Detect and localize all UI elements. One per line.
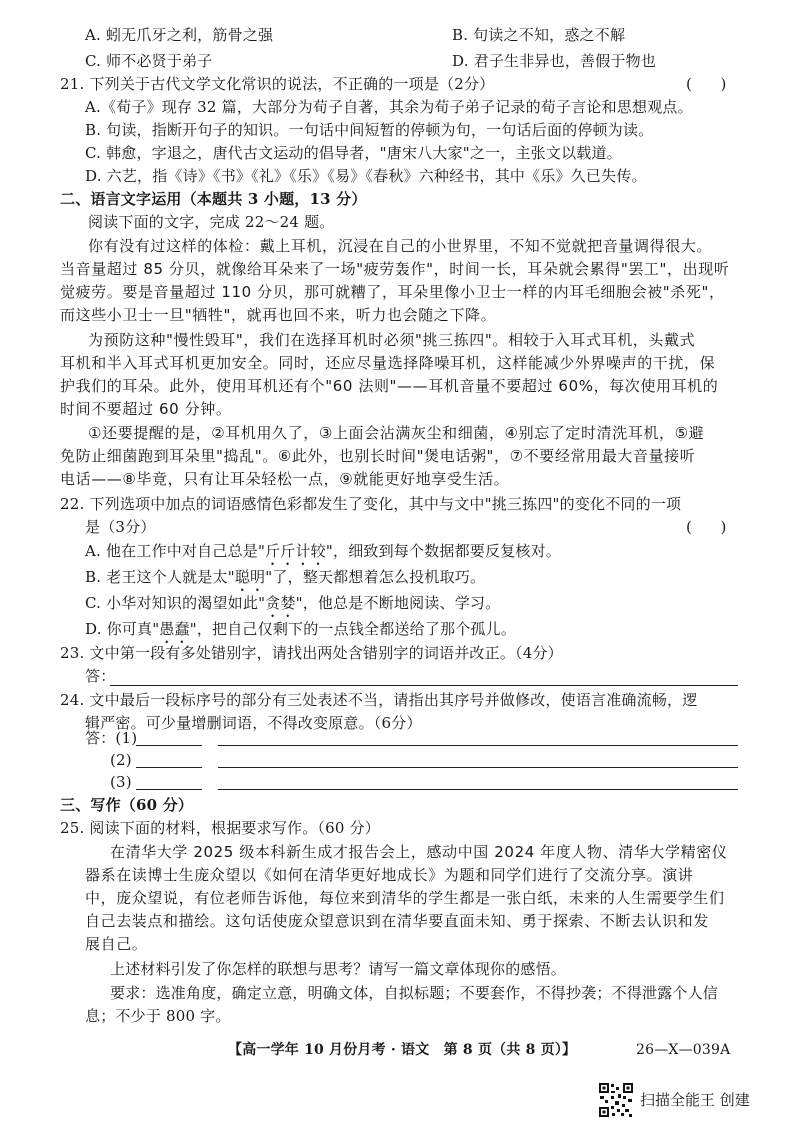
- passage-p2-text: 为预防这种"慢性毁耳"，我们在选择耳机时必须"挑三拣四"。相较于入耳式耳机，头戴式: [88, 331, 696, 349]
- passage-p3-line2: 免防止细菌跑到耳朵里"捣乱"。⑥此外，也别长时间"煲电话粥"，⑦不要经常用最大音量接听: [60, 447, 696, 465]
- section2-heading: 二、语言文字运用（本题共 3 小题，13 分）: [60, 190, 367, 208]
- q22-option-a: [85, 541, 561, 569]
- passage-p3-line1: ①还要提醒的是，②耳机用久了，③上面会沾满灰尘和细菌，④别忘了定时清洗耳机，⑤避: [88, 424, 705, 442]
- q22-a-pre: A. 他在工作中对自己总是": [85, 542, 266, 560]
- q24-ans3-number-line[interactable]: [136, 789, 202, 790]
- passage-p1-line4: 而这些小卫士一旦"牺牲"，就再也回不来，听力也会随之下降。: [60, 306, 497, 324]
- passage-p1-line3: 觉疲劳。要是音量超过 110 分贝，那可就糟了，耳朵里像小卫士一样的内耳毛细胞会被"杀死"，: [60, 283, 725, 301]
- q24-ans1-revision-line[interactable]: [218, 745, 738, 746]
- q24-answer-label-1: 答：(1): [85, 729, 138, 747]
- q24-stem-line1: 24. 文中最后一段标序号的部分有三处表述不当，请指出其序号并做修改，使语言准确流畅，逻: [60, 691, 698, 709]
- q21-answer-paren: ( ): [686, 75, 727, 93]
- q25-requirements-line2: 息；不少于 800 字。: [85, 1007, 231, 1025]
- passage-p2-line2: 耳机和半入耳式耳机更加安全。同时，还应尽量选择降噪耳机，这样能减少外界噪声的干扰，保: [60, 354, 716, 372]
- q22-a-post: "，细致到每个数据都要反复核对。: [325, 542, 561, 560]
- qr-code-icon: [598, 1082, 634, 1118]
- footer-code: 26—X—039A: [636, 1042, 731, 1058]
- q22-option-b: [85, 567, 485, 595]
- reading-intro: 阅读下面的文字，完成 22～24 题。: [88, 213, 335, 231]
- q23-stem: 23. 文中第一段有多处错别字，请找出两处含错别字的词语并改正。（4分）: [60, 644, 563, 662]
- q22-b-pre: B. 老王这个人就是太": [85, 568, 235, 586]
- material-line3: 中，庞众望说，有位老师告诉他，每位来到清华的学生都是一张白纸，未来的人生需要学生们: [85, 889, 725, 907]
- q25-stem: 25. 阅读下面的材料，根据要求写作。（60 分）: [60, 819, 380, 837]
- q24-ans1-number-line[interactable]: [136, 745, 202, 746]
- section3-heading: 三、写作（60 分）: [60, 796, 194, 814]
- q22-c-dotted-word: 贪婪: [265, 594, 296, 612]
- q20-option-c: C. 师不必贤于弟子: [85, 52, 213, 70]
- q22-c-pre: C. 小华对知识的渴望如此": [85, 594, 266, 612]
- q22-stem-line2: 是（3分）: [85, 518, 156, 536]
- material-line4: 自己去装点和描绘。这句话使庞众望意识到在清华要直面未知、勇于探索、不断去认识和发: [85, 912, 710, 930]
- passage-p1-line2: 当音量超过 85 分贝，就像给耳朵来了一场"疲劳轰作"，时间一长，耳朵就会累得"罢工"，出现听: [60, 260, 730, 278]
- q21-option-d: D. 六艺，指《诗》《书》《礼》《乐》《易》《春秋》六种经书，其中《乐》久已失传。: [85, 167, 647, 185]
- material-line1: 在清华大学 2025 级本科新生成才报告会上，感动中国 2024 年度人物、清华大学精密仪: [110, 843, 728, 861]
- q23-answer-line[interactable]: [110, 685, 738, 686]
- q25-prompt: 上述材料引发了你怎样的联想与思考？请写一篇文章体现你的感悟。: [110, 960, 567, 978]
- q22-d-post: "，把自己仅剩下的一点钱全都送给了那个孤儿。: [189, 620, 517, 638]
- material-line2: 器系在读博士生庞众望以《如何在清华更好地成长》为题和同学们进行了交流分享。演讲: [85, 866, 694, 884]
- q24-stem-line2: 辑严密。可少量增删词语，不得改变原意。（6分）: [85, 714, 422, 732]
- q24-answer-label-3: (3): [110, 773, 132, 791]
- q22-option-c: [85, 593, 500, 621]
- q20-option-b: B. 句读之不知，惑之不解: [452, 26, 626, 44]
- q24-ans2-number-line[interactable]: [136, 767, 202, 768]
- q22-d-dotted-word: 愚蠢: [159, 620, 190, 638]
- q22-d-pre: D. 你可真": [85, 620, 160, 638]
- q24-ans3-revision-line[interactable]: [218, 789, 738, 790]
- q21-stem: 21. 下列关于古代文学文化常识的说法，不正确的一项是（2分）: [60, 75, 495, 93]
- passage-p2-line4: 时间不要超过 60 分钟。: [60, 400, 232, 418]
- q20-option-d: D. 君子生非异也，善假于物也: [452, 52, 657, 70]
- passage-p1-line1: 你有没有过这样的体检：戴上耳机，沉浸在自己的小世界里，不知不觉就把音量调得很大。: [88, 237, 713, 255]
- scanner-brand-watermark: 扫描全能王 创建: [640, 1091, 750, 1109]
- q21-option-a: A.《荀子》现存 32 篇，大部分为荀子自著，其余为荀子弟子记录的荀子言论和思想观点。: [85, 98, 693, 116]
- q25-requirements-line1: 要求：选准角度，确定立意，明确文体，自拟标题；不要套作，不得抄袭；不得泄露个人信: [110, 984, 719, 1002]
- q21-option-c: C. 韩愈，字退之，唐代古文运动的倡导者，"唐宋八大家"之一，主张文以载道。: [85, 144, 622, 162]
- footer-exam-info: 【高一学年 10 月份月考 · 语文 第 8 页（共 8 页）】: [228, 1042, 577, 1058]
- q22-answer-paren: ( ): [686, 518, 727, 536]
- q24-ans2-revision-line[interactable]: [218, 767, 738, 768]
- passage-p2-line3: 护我们的耳朵。此外，使用耳机还有个"60 法则"——耳机音量不要超过 60%，每次使用耳机的: [60, 377, 719, 395]
- q24-answer-label-2: (2): [110, 751, 132, 769]
- q22-c-post: "，他总是不断地阅读、学习。: [295, 594, 501, 612]
- q23-answer-label: 答：: [85, 667, 116, 685]
- q22-b-dotted-word: 聪明: [234, 568, 266, 586]
- q20-option-a: A. 蚓无爪牙之利，筋骨之强: [85, 26, 274, 44]
- q22-b-post: "了，整天都想着怎么投机取巧。: [265, 568, 486, 586]
- q22-a-dotted-word: 斤斤计较: [265, 542, 326, 560]
- material-line5: 展自己。: [85, 935, 148, 953]
- passage-p3-line3: 电话——⑧毕竟，只有让耳朵轻松一点，⑨就能更好地享受生活。: [60, 470, 510, 488]
- q22-stem-line1: 22. 下列选项中加点的词语感情色彩都发生了变化，其中与文中"挑三拣四"的变化不同的一项: [60, 495, 682, 513]
- q21-option-b: B. 句读，指断开句子的知识。一句话中间短暂的停顿为句，一句话后面的停顿为读。: [85, 121, 654, 139]
- passage-p2-line1: [88, 330, 695, 350]
